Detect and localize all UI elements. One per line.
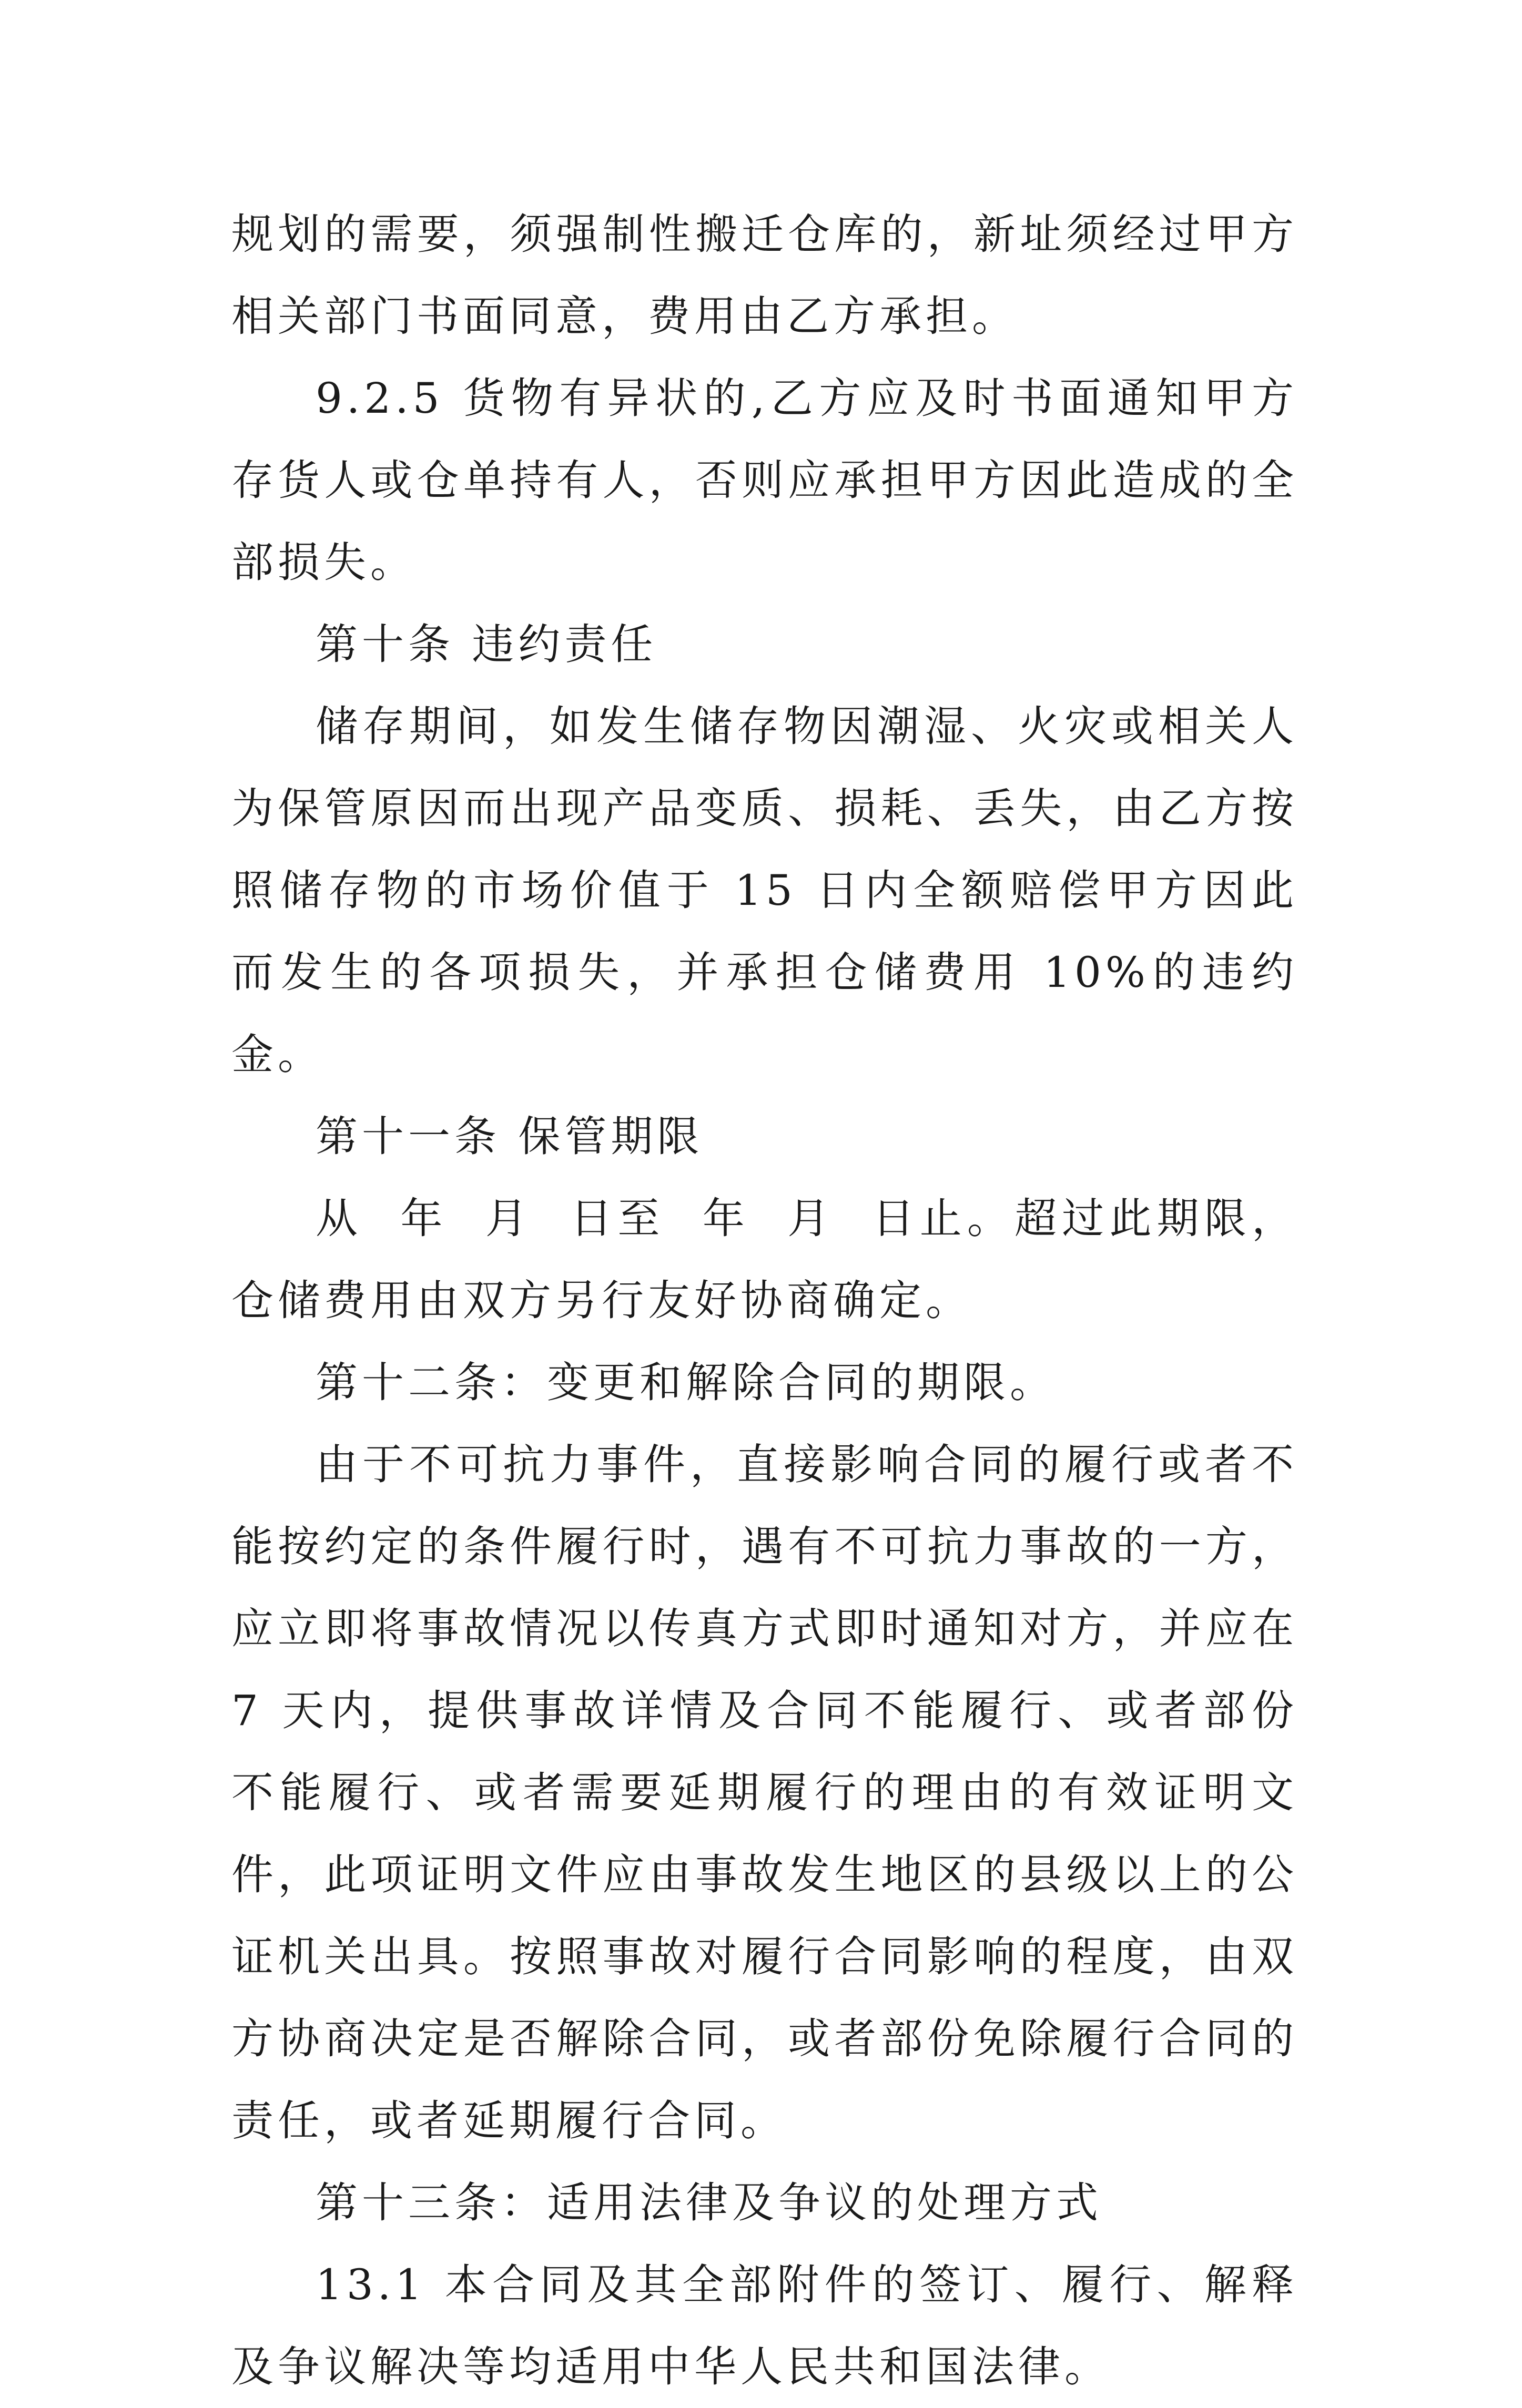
article-10-heading: 第十条 违约责任 xyxy=(316,620,657,669)
paragraph-breach-liability: 储存期间，如发生储存物因潮湿、火灾或相关人为保管原因而出现产品变质、损耗、丢失，由乙方按照储存物的市场价值于 15 日内全额赔偿甲方因此而发生的各项损失，并承担仓储费用 10%的违约金。 xyxy=(231,702,1298,1079)
paragraph-continuation: 规划的需要，须强制性搬迁仓库的，新址须经过甲方相关部门书面同意，费用由乙方承担。 xyxy=(231,210,1298,341)
article-11-heading: 第十一条 保管期限 xyxy=(316,1112,704,1161)
document-body xyxy=(231,193,1298,2408)
paragraph-storage-period: 从 年 月 日至 年 月 日止。超过此期限，仓储费用由双方另行友好协商确定。 xyxy=(231,1194,1298,1325)
paragraph-force-majeure: 由于不可抗力事件，直接影响合同的履行或者不能按约定的条件履行时，遇有不可抗力事故的一方，应立即将事故情况以传真方式即时通知对方，并应在 7 天内，提供事故详情及合同不能履行、或者部份不能履行、或者需要延期履行的理由的有效证明文件，此项证明文件应由事故发生地区的县级以上的公证机关出具。按照事故对履行合同影响的程度，由双方协商决定是否解除合同，或者部份免除履行合同的责任，或者延期履行合同。 xyxy=(231,1440,1298,2145)
paragraph-13-1: 13.1 本合同及其全部附件的签订、履行、解释及争议解决等均适用中华人民共和国法律。 xyxy=(231,2260,1298,2391)
article-12-heading: 第十二条：变更和解除合同的期限。 xyxy=(316,1358,1056,1407)
paragraph-9-2-5: 9.2.5 货物有异状的,乙方应及时书面通知甲方存货人或仓单持有人，否则应承担甲方因此造成的全部损失。 xyxy=(231,374,1298,587)
article-13-heading: 第十三条：适用法律及争议的处理方式 xyxy=(316,2178,1102,2227)
